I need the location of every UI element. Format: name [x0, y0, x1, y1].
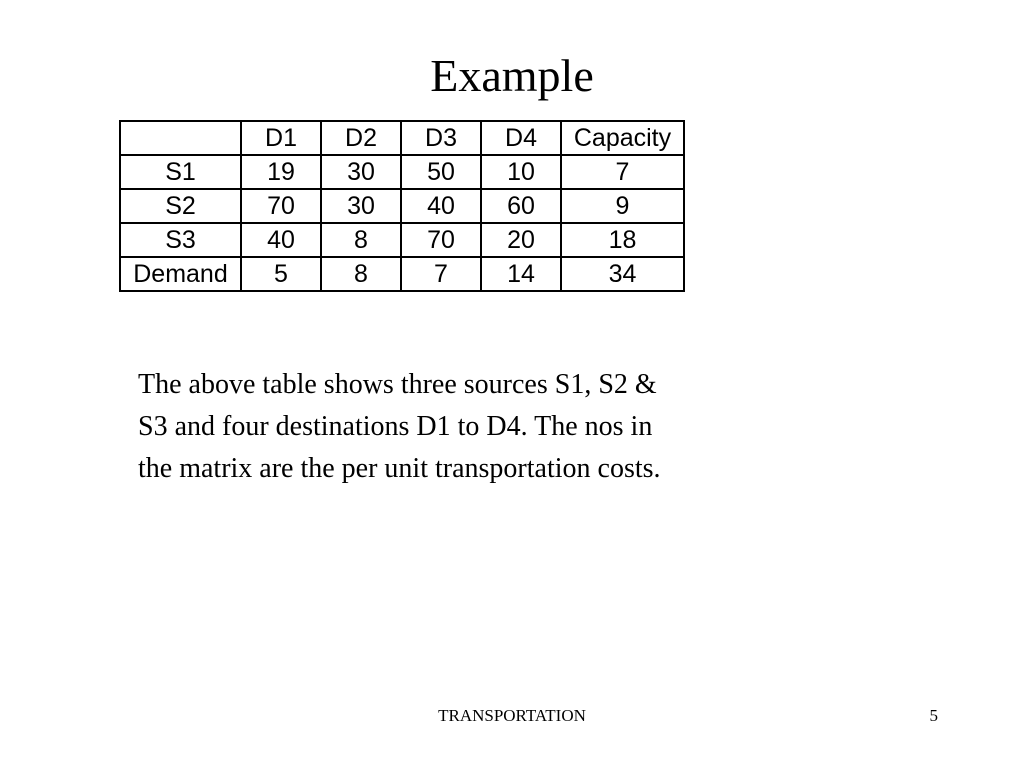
- table-cell: 19: [241, 155, 321, 189]
- table-header-cell: D1: [241, 121, 321, 155]
- table-row: [120, 257, 684, 291]
- table-row-label: S3: [120, 223, 241, 257]
- table-row-label: Demand: [120, 257, 241, 291]
- table-cell: 14: [481, 257, 561, 291]
- table-row-label: S2: [120, 189, 241, 223]
- slide-title: Example: [430, 50, 594, 101]
- table-cell: 20: [481, 223, 561, 257]
- table-header-cell: Capacity: [561, 121, 684, 155]
- table-cell: 18: [561, 223, 684, 257]
- table-cell: 10: [481, 155, 561, 189]
- table-cell: 50: [401, 155, 481, 189]
- table-cell: 70: [241, 189, 321, 223]
- body-line: the matrix are the per unit transportation costs.: [138, 453, 661, 484]
- body-line: The above table shows three sources S1, S2 &: [138, 369, 657, 400]
- table-header-row: [120, 121, 684, 155]
- table-header-cell: D2: [321, 121, 401, 155]
- table-row: [120, 223, 684, 257]
- table-cell: 40: [401, 189, 481, 223]
- table-cell: 8: [321, 257, 401, 291]
- body-line: S3 and four destinations D1 to D4. The nos in: [138, 411, 653, 442]
- table-cell: 7: [561, 155, 684, 189]
- table-cell: 34: [561, 257, 684, 291]
- table-cell: 70: [401, 223, 481, 257]
- footer-title: TRANSPORTATION: [438, 706, 586, 725]
- transportation-cost-table: [119, 120, 685, 292]
- table-row: [120, 155, 684, 189]
- table-cell: 7: [401, 257, 481, 291]
- table-header-cell: [120, 121, 241, 155]
- table-cell: 30: [321, 189, 401, 223]
- table-cell: 9: [561, 189, 684, 223]
- table-row-label: S1: [120, 155, 241, 189]
- table-cell: 60: [481, 189, 561, 223]
- table-header-cell: D4: [481, 121, 561, 155]
- table-header-cell: D3: [401, 121, 481, 155]
- page-number: 5: [929, 706, 938, 725]
- body-paragraph: [138, 364, 798, 490]
- table-cell: 40: [241, 223, 321, 257]
- table-cell: 30: [321, 155, 401, 189]
- table-cell: 8: [321, 223, 401, 257]
- table-cell: 5: [241, 257, 321, 291]
- table-row: [120, 189, 684, 223]
